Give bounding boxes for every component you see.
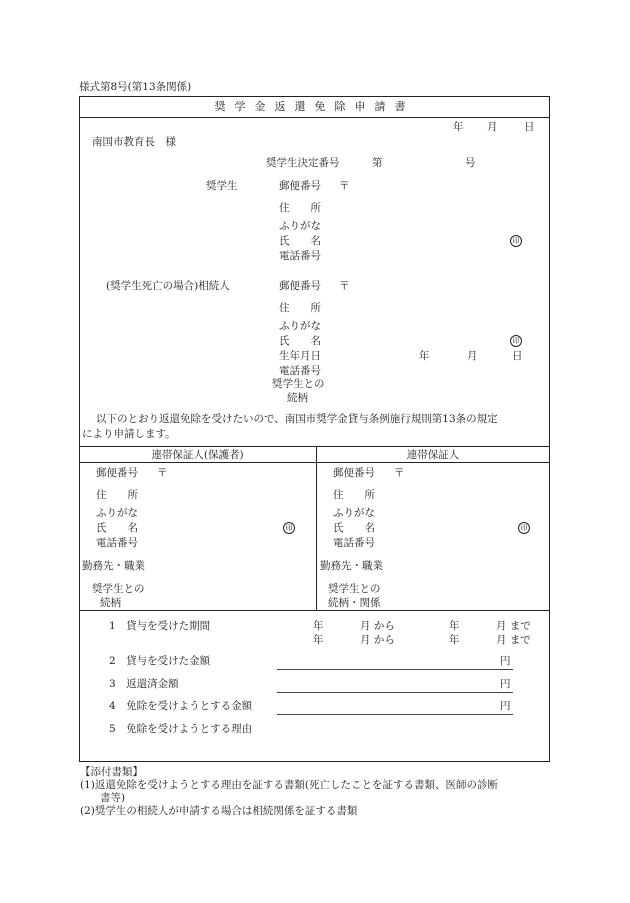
period-row2-end-month: 月 まで — [496, 634, 531, 646]
guarantor-right-postal-mark: 〒 — [394, 467, 405, 479]
guarantor-left-furigana-label: ふりがな — [96, 507, 138, 519]
period-row2-end-year: 年 — [449, 634, 460, 646]
guarantor-left-relation-label-1: 奨学生との — [92, 583, 145, 595]
period-row1-end-month: 月 まで — [496, 620, 531, 632]
guarantor-right-seal-mark: 印 — [518, 522, 530, 534]
guarantor-right-relation-label-2: 続柄・関係 — [328, 597, 381, 609]
repaid-amount-yen: 円 — [500, 678, 511, 690]
heir-label: (奨学生死亡の場合)相続人 — [106, 280, 230, 292]
title-divider — [79, 117, 550, 118]
date-day-label: 日 — [524, 121, 535, 133]
period-row2-start-month: 月 から — [360, 634, 395, 646]
guarantor-right-name-label: 氏 名 — [333, 522, 375, 534]
heir-name-label: 氏 名 — [279, 335, 321, 347]
decision-number-prefix: 第 — [372, 157, 383, 169]
guarantor-left-relation-label-2: 続柄 — [100, 597, 121, 609]
attachment-item-2: (2)奨学生の相続人が申請する場合は相続関係を証する書類 — [80, 805, 358, 817]
period-row2-start-year: 年 — [313, 634, 324, 646]
guarantor-right-furigana-label: ふりがな — [333, 507, 375, 519]
decision-number-label: 奨学生決定番号 — [266, 157, 340, 169]
attachment-item-1-line-2: 書等) — [100, 792, 126, 804]
guarantor-right-address-label: 住 所 — [333, 489, 375, 501]
loan-amount-line — [277, 669, 513, 670]
guarantor-top-divider — [79, 446, 550, 447]
guarantor-left-seal-mark: 印 — [283, 522, 295, 534]
item-exemption-reason-label: 5 免除を受けようとする理由 — [109, 723, 253, 735]
form-number-label: 様式第8号(第13条関係) — [79, 81, 192, 93]
guarantor-right-relation-label-1: 奨学生との — [328, 583, 381, 595]
heir-birth-day: 日 — [512, 350, 523, 362]
student-postal-label: 郵便番号 — [279, 180, 321, 192]
guarantor-bottom-divider — [79, 610, 550, 611]
heir-address-label: 住 所 — [279, 302, 321, 314]
guarantor-right-phone-label: 電話番号 — [333, 537, 375, 549]
addressee: 南国市教育長 様 — [92, 136, 176, 148]
guarantor-left-address-label: 住 所 — [96, 489, 138, 501]
guarantor-right-work-label: 勤務先・職業 — [320, 560, 383, 572]
application-statement-line-1: 以下のとおり返還免除を受けたいので、南国市奨学金貸与条例施行規則第13条の規定 — [96, 413, 498, 425]
student-address-label: 住 所 — [279, 202, 321, 214]
student-label: 奨学生 — [206, 180, 238, 192]
heir-phone-label: 電話番号 — [279, 365, 321, 377]
guarantor-right-postal-label: 郵便番号 — [333, 467, 375, 479]
guarantor-header-divider — [79, 462, 550, 463]
item-loan-amount-label: 2 貸与を受けた金額 — [109, 655, 211, 667]
student-furigana-label: ふりがな — [279, 220, 321, 232]
application-statement-line-2: により申請します。 — [82, 428, 176, 440]
exemption-amount-yen: 円 — [500, 700, 511, 712]
heir-seal-mark: 印 — [510, 335, 522, 347]
guarantor-left-postal-mark: 〒 — [157, 467, 168, 479]
attachment-item-1-line-1: (1)返還免除を受けようとする理由を証する書類(死亡したことを証する書類、医師の診断 — [80, 779, 498, 791]
student-phone-label: 電話番号 — [279, 250, 321, 262]
heir-postal-mark: 〒 — [339, 280, 350, 292]
heir-birthdate-label: 生年月日 — [279, 350, 321, 362]
period-row1-end-year: 年 — [449, 620, 460, 632]
period-row1-start-year: 年 — [313, 620, 324, 632]
decision-number-suffix: 号 — [465, 157, 476, 169]
loan-amount-yen: 円 — [500, 655, 511, 667]
heir-postal-label: 郵便番号 — [279, 280, 321, 292]
student-name-label: 氏 名 — [279, 235, 321, 247]
date-year-label: 年 — [453, 121, 464, 133]
date-month-label: 月 — [487, 121, 498, 133]
heir-furigana-label: ふりがな — [279, 320, 321, 332]
period-row1-start-month: 月 から — [360, 620, 395, 632]
guarantor-left-phone-label: 電話番号 — [96, 537, 138, 549]
guarantor-left-header: 連帯保証人(保護者) — [151, 449, 244, 461]
heir-birth-month: 月 — [467, 350, 478, 362]
heir-birth-year: 年 — [419, 350, 430, 362]
heir-relation-label-1: 奨学生との — [272, 378, 325, 390]
student-seal-mark: 印 — [510, 235, 522, 247]
guarantor-left-work-label: 勤務先・職業 — [82, 560, 145, 572]
guarantor-left-postal-label: 郵便番号 — [96, 467, 138, 479]
student-postal-mark: 〒 — [339, 180, 350, 192]
page-title: 奨学金返還免除申請書 — [214, 100, 415, 113]
item-exemption-amount-label: 4 免除を受けようとする金額 — [109, 700, 253, 712]
heir-relation-label-2: 続柄 — [287, 392, 308, 404]
item-repaid-amount-label: 3 返還済金額 — [109, 678, 179, 690]
exemption-amount-line — [277, 714, 513, 715]
attachments-header: 【添付書類】 — [80, 766, 143, 778]
guarantor-left-name-label: 氏 名 — [96, 522, 138, 534]
guarantor-right-header: 連帯保証人 — [406, 449, 460, 461]
item-loan-period-label: 1 貸与を受けた期間 — [109, 620, 211, 632]
guarantor-column-divider — [316, 446, 317, 610]
repaid-amount-line — [277, 692, 513, 693]
